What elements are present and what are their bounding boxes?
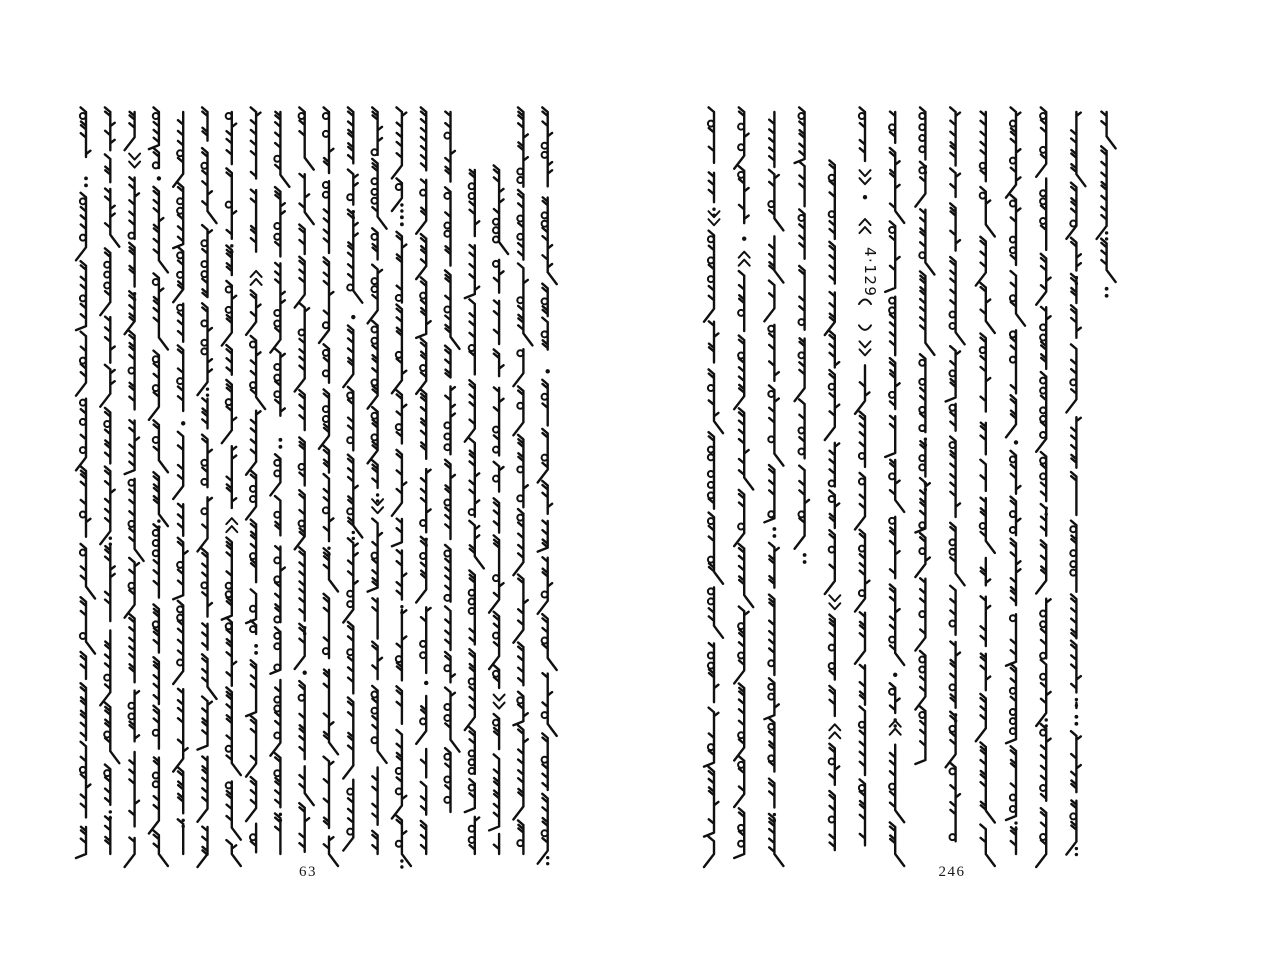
right-page-text-block	[704, 107, 1116, 867]
page-number-left: 63	[299, 864, 317, 880]
page-number-right: 246	[938, 864, 966, 880]
left-page-text-block	[76, 107, 557, 868]
svg-text:4·129: 4·129	[861, 247, 879, 298]
